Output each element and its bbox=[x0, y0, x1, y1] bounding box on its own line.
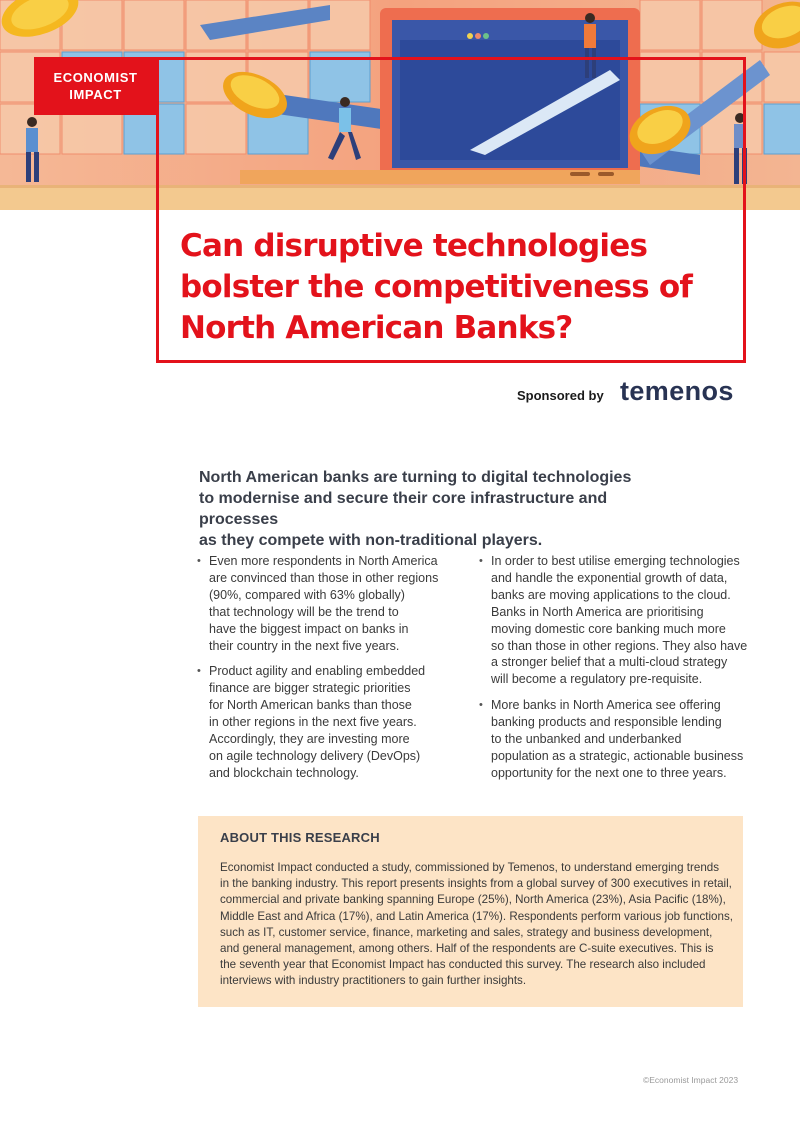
about-heading: ABOUT THIS RESEARCH bbox=[220, 830, 380, 845]
about-text bbox=[220, 860, 733, 990]
about-line: the seventh year that Economist Impact has conducted this survey. The research also included bbox=[220, 958, 706, 972]
about-line: in the banking industry. This report presents insights from a global survey of 300 executives in retail, bbox=[220, 877, 732, 891]
bullet-line: • More banks in North America see offering bbox=[491, 698, 721, 713]
badge-line-1: ECONOMIST bbox=[53, 70, 138, 85]
left-column bbox=[197, 553, 457, 791]
copyright-notice: ©Economist Impact 2023 bbox=[643, 1075, 739, 1085]
bullet-item bbox=[479, 697, 744, 782]
bullet-line: and handle the exponential growth of data, bbox=[491, 570, 728, 585]
page-title bbox=[180, 226, 720, 349]
bullet-line: finance are bigger strategic priorities bbox=[209, 681, 411, 696]
badge-line-2: IMPACT bbox=[69, 87, 122, 102]
temenos-logo: temenos bbox=[620, 376, 734, 406]
bullet-item bbox=[197, 553, 457, 654]
bullet-line: • Product agility and enabling embedded bbox=[209, 664, 426, 679]
bullet-item bbox=[197, 663, 457, 781]
bullet-line: have the biggest impact on banks in bbox=[209, 621, 409, 636]
about-line: Economist Impact conducted a study, commissioned by Temenos, to understand emerging trends bbox=[220, 861, 720, 874]
about-line: interviews with industry practitioners to gain further insights. bbox=[220, 974, 527, 988]
bullet-item bbox=[479, 553, 748, 688]
bullet-line: that technology will be the trend to bbox=[209, 604, 399, 619]
sponsored-by-label: Sponsored by bbox=[517, 388, 604, 403]
about-line: commercial and private banking spanning Europe (25%), North America (23%), Asia Pacific (18%), bbox=[220, 893, 726, 907]
lead-line-1: North American banks are turning to digital technologies bbox=[199, 469, 632, 486]
bullet-line: banks are moving applications to the cloud. bbox=[491, 587, 731, 602]
lead-paragraph bbox=[199, 467, 679, 551]
economist-impact-badge bbox=[34, 57, 157, 115]
bullet-line: opportunity for the next one to three years. bbox=[491, 765, 727, 780]
bullet-line: for North American banks than those bbox=[209, 698, 412, 713]
title-line-1: Can disruptive technologies bbox=[180, 228, 648, 264]
about-research-box bbox=[198, 816, 743, 1007]
title-line-3: North American Banks? bbox=[180, 310, 573, 346]
about-line: and general management, among others. Half of the respondents are C-suite executives. This is bbox=[220, 942, 714, 956]
bullet-line: • Even more respondents in North America bbox=[209, 554, 438, 568]
bullet-line: on agile technology delivery (DevOps) bbox=[209, 748, 421, 763]
bullet-line: and blockchain technology. bbox=[209, 765, 359, 780]
bullet-line: will become a regulatory pre-requisite. bbox=[491, 672, 703, 687]
lead-line-3: as they compete with non-traditional players. bbox=[199, 532, 543, 549]
bullet-line: Accordingly, they are investing more bbox=[209, 732, 410, 747]
bullet-line: banking products and responsible lending bbox=[491, 715, 722, 730]
about-line: such as IT, customer service, finance, marketing and sales, strategy and business development, bbox=[220, 925, 713, 939]
bullet-line: moving domestic core banking much more bbox=[491, 621, 726, 636]
bullet-line: so than those in other regions. They also have bbox=[491, 638, 748, 653]
bullet-line: a stronger belief that a multi-cloud strategy bbox=[491, 655, 728, 670]
bullet-line: in other regions in the next five years. bbox=[209, 715, 417, 730]
bullet-line: population as a strategic, actionable business bbox=[491, 748, 744, 763]
bullet-line: Banks in North America are prioritising bbox=[491, 604, 704, 619]
bullet-line: are convinced than those in other regions bbox=[209, 570, 439, 585]
bullet-line: • In order to best utilise emerging technologies bbox=[491, 554, 740, 568]
bullet-line: (90%, compared with 63% globally) bbox=[209, 587, 405, 602]
about-line: Middle East and Africa (17%), and Latin America (17%). Respondents perform various job functions, bbox=[220, 909, 733, 923]
title-line-2: bolster the competitiveness of bbox=[180, 269, 693, 305]
right-column bbox=[479, 553, 748, 791]
bullet-line: to the unbanked and underbanked bbox=[491, 732, 682, 747]
bullet-line: their country in the next five years. bbox=[209, 638, 400, 653]
lead-line-2: to modernise and secure their core infrastructure and processes bbox=[199, 490, 608, 528]
